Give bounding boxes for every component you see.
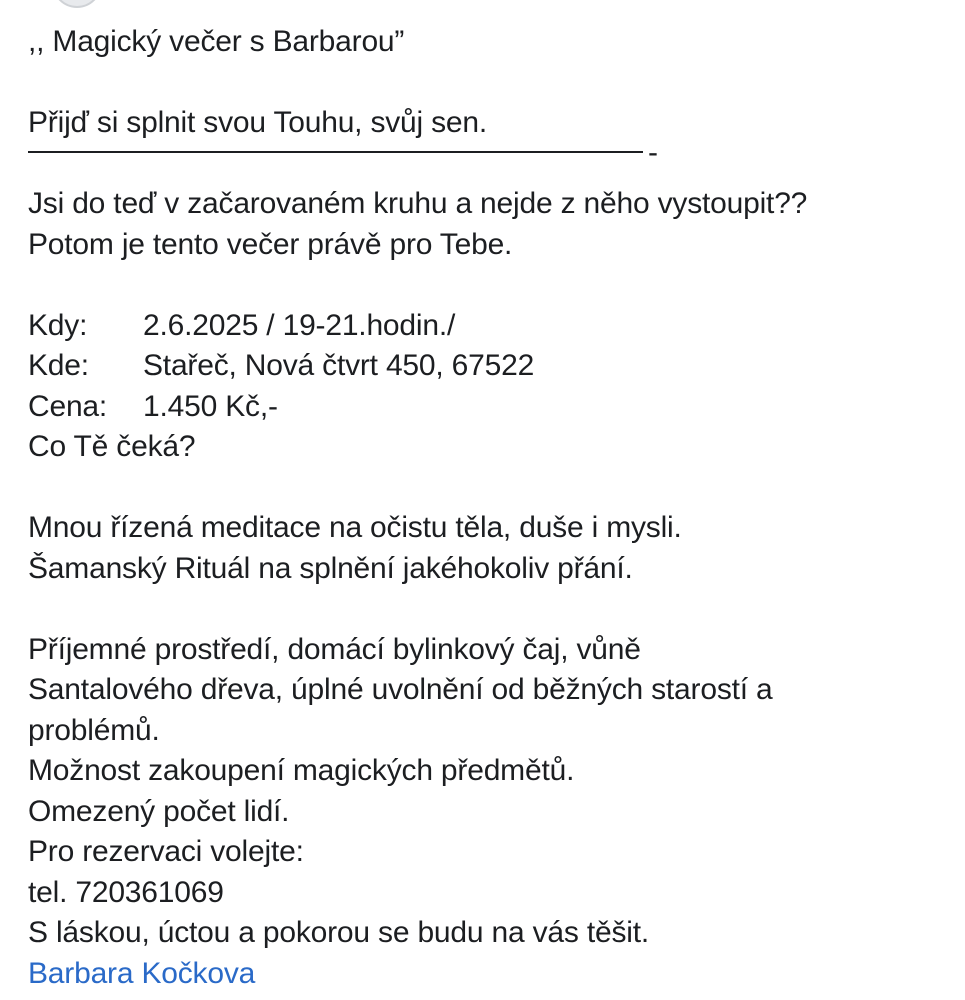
detail-value: Stařeč, Nová čtvrt 450, 67522 <box>143 349 535 382</box>
intro-line: Potom je tento večer právě pro Tebe. <box>28 227 513 261</box>
detail-label: Cena: <box>28 389 108 423</box>
blank-line <box>28 589 948 630</box>
author-line <box>28 954 948 995</box>
blank-line <box>28 63 948 104</box>
extras-line: Santalového dřeva, úplné uvolnění od běžných starostí a <box>28 673 773 706</box>
extras-line: S láskou, úctou a pokorou se budu na vás těšit. <box>28 916 649 949</box>
extras-line: Omezený počet lidí. <box>28 794 290 828</box>
divider-dash: - <box>648 135 658 169</box>
detail-value: 2.6.2025 / 19-21.hodin./ <box>143 308 456 342</box>
phone-line: tel. 720361069 <box>28 875 224 909</box>
extras-line: Příjemné prostředí, domácí bylinkový čaj, vůně <box>28 632 641 666</box>
divider-rule <box>28 151 643 153</box>
extras-line: problémů. <box>28 713 160 747</box>
post-tagline: Přijď si splnit svou Touhu, svůj sen. <box>28 106 488 139</box>
blank-line <box>28 265 948 306</box>
detail-label: Kdy: <box>28 308 88 342</box>
detail-label: Kde: <box>28 349 89 382</box>
extras-line: Pro rezervaci volejte: <box>28 835 304 868</box>
author-link[interactable]: Barbara Kočkova <box>28 956 256 990</box>
avatar[interactable] <box>52 0 102 8</box>
text-divider <box>28 135 948 185</box>
detail-row-where <box>28 346 948 387</box>
post-body <box>28 22 948 994</box>
blank-line <box>28 468 948 509</box>
post-title: ,, Magický večer s Barbarou” <box>28 25 405 58</box>
detail-row-when <box>28 306 948 347</box>
program-line: Šamanský Rituál na splnění jakéhokoliv přání. <box>28 551 633 585</box>
program-line: Mnou řízená meditace na očistu těla, duše i mysli. <box>28 511 682 544</box>
question-line: Co Tě čeká? <box>28 430 196 463</box>
detail-row-price <box>28 387 948 428</box>
detail-value: 1.450 Kč,- <box>143 389 278 423</box>
intro-line: Jsi do teď v začarovaném kruhu a nejde z něho vystoupit?? <box>28 187 808 220</box>
extras-line: Možnost zakoupení magických předmětů. <box>28 754 575 787</box>
